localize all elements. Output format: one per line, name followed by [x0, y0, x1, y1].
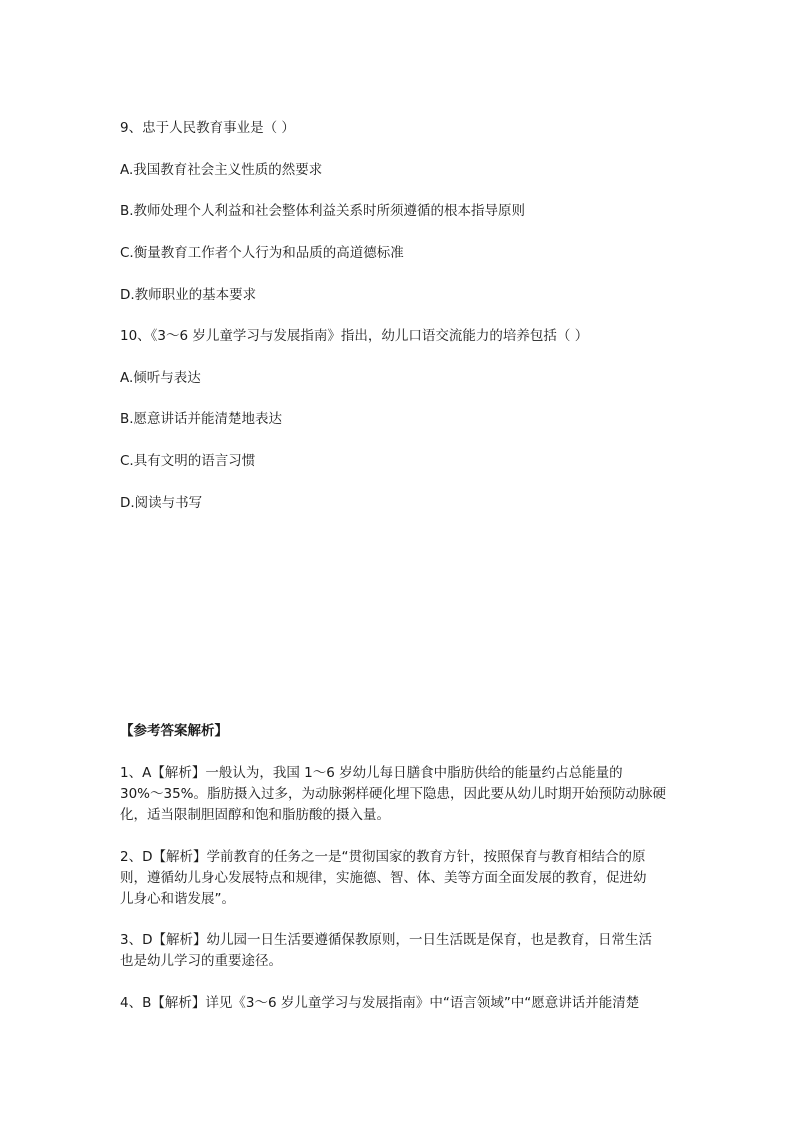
answer-4: [120, 993, 670, 1014]
answer-3-line-1: 3、D【解析】幼儿园一日生活要遵循保教原则，一日生活既是保育，也是教育，日常生活: [120, 932, 652, 948]
answer-1-line-2: 30%～35%。脂肪摄入过多，为动脉粥样硬化埋下隐患，因此要从幼儿时期开始预防动脉硬: [120, 786, 667, 802]
answer-2-line-1: 2、D【解析】学前教育的任务之一是“贯彻国家的教育方针，按照保育与教育相结合的原: [120, 849, 646, 865]
answer-2: [120, 847, 670, 910]
question-9-option-d: D.教师职业的基本要求: [120, 287, 257, 303]
question-10-option-a: A.倾听与表达: [120, 370, 201, 386]
answer-1-line-1: 1、A【解析】一般认为，我国 1～6 岁幼儿每日膳食中脂肪供给的能量约占总能量的: [120, 765, 623, 781]
answer-2-line-3: 儿身心和谐发展”。: [120, 891, 235, 907]
answer-1-line-3: 化，适当限制胆固醇和饱和脂肪酸的摄入量。: [120, 807, 390, 823]
question-9-option-c: C.衡量教育工作者个人行为和品质的高道德标准: [120, 245, 404, 261]
question-9-option-a: A.我国教育社会主义性质的然要求: [120, 162, 323, 178]
answers-heading: 【参考答案解析】: [120, 723, 228, 739]
question-10-option-b: B.愿意讲话并能清楚地表达: [120, 411, 283, 427]
answer-3: [120, 930, 670, 972]
question-9-stem: 9、忠于人民教育事业是（ ）: [120, 120, 295, 136]
question-10-stem: 10、《3～6 岁儿童学习与发展指南》指出，幼儿口语交流能力的培养包括（ ）: [120, 328, 589, 344]
question-10-option-c: C.具有文明的语言习惯: [120, 453, 256, 469]
question-9-option-b: B.教师处理个人利益和社会整体利益关系时所须遵循的根本指导原则: [120, 203, 526, 219]
answer-2-line-2: 则，遵循幼儿身心发展特点和规律，实施德、智、体、美等方面全面发展的教育，促进幼: [120, 870, 647, 886]
answer-3-line-2: 也是幼儿学习的重要途径。: [120, 953, 282, 969]
answer-4-line-1: 4、B【解析】详见《3～6 岁儿童学习与发展指南》中“语言领域”中“愿意讲话并能清楚: [120, 995, 640, 1011]
answer-1: [120, 763, 670, 826]
question-10-option-d: D.阅读与书写: [120, 495, 203, 511]
